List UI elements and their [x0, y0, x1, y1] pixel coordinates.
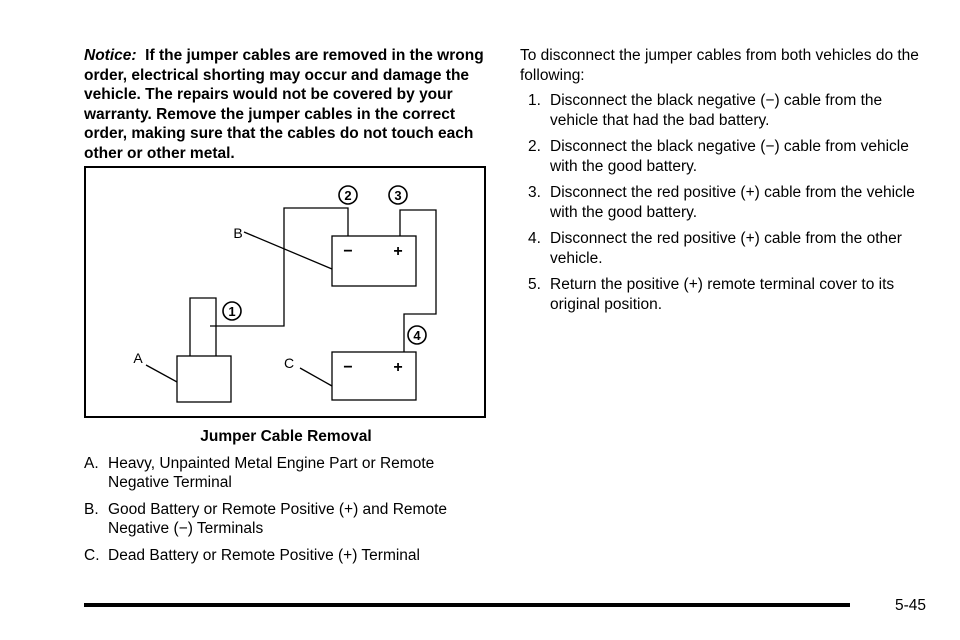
legend-item [84, 500, 488, 538]
step-text: Disconnect the red positive (+) cable from the other vehicle. [550, 230, 902, 267]
legend-key: C. [84, 547, 100, 564]
label-b: B [233, 225, 243, 241]
step-number: 3. [528, 184, 541, 201]
step-item [520, 183, 930, 222]
label-c: C [283, 355, 295, 371]
diagram-svg [86, 168, 484, 416]
legend-item [84, 454, 488, 492]
leader-a [146, 365, 177, 382]
callout-3: 3 [394, 188, 402, 203]
notice-body: If the jumper cables are removed in the wrong order, electrical shorting may occur and damage the vehicle. The repairs would not be covered by your warranty. Remove the jumper cables in the correct order, making sure that the cables do not touch each other or other metal. [84, 47, 484, 162]
figure-caption: Jumper Cable Removal [200, 428, 372, 445]
leader-b [244, 232, 332, 269]
instructions-intro: To disconnect the jumper cables from both vehicles do the following: [520, 47, 919, 84]
step-number: 1. [528, 92, 541, 109]
step-item [520, 137, 930, 176]
legend-text: Good Battery or Remote Positive (+) and Remote Negative (−) Terminals [108, 501, 448, 537]
callout-4: 4 [413, 328, 421, 343]
legend-key: A. [84, 455, 99, 472]
step-number: 2. [528, 138, 541, 155]
step-text: Return the positive (+) remote terminal cover to its original position. [550, 276, 895, 313]
callout-2: 2 [344, 188, 352, 203]
instructions-steps [520, 91, 930, 314]
step-item [520, 91, 930, 130]
engine-part [177, 356, 231, 402]
notice-block [84, 46, 488, 163]
step-text: Disconnect the red positive (+) cable from the vehicle with the good battery. [550, 184, 915, 221]
legend-key: B. [84, 501, 99, 518]
step-text: Disconnect the black negative (−) cable from vehicle with the good battery. [550, 138, 909, 175]
step-item [520, 275, 930, 314]
notice-paragraph [84, 46, 488, 163]
step-item [520, 229, 930, 268]
legend-text: Heavy, Unpainted Metal Engine Part or Remote Negative Terminal [108, 455, 435, 491]
dead-battery-minus: − [343, 359, 353, 376]
leader-c [300, 368, 332, 386]
step-number: 5. [528, 276, 541, 293]
legend-text: Dead Battery or Remote Positive (+) Terminal [108, 547, 420, 564]
good-battery-plus: + [393, 243, 403, 260]
page-number: 5-45 [894, 597, 926, 614]
jumper-cable-diagram [84, 166, 486, 418]
instructions-block [520, 46, 930, 321]
step-text: Disconnect the black negative (−) cable from the vehicle that had the bad battery. [550, 92, 883, 129]
engine-bracket [190, 298, 216, 356]
good-battery-minus: − [343, 243, 353, 260]
figure-legend [84, 454, 488, 573]
legend-item [84, 546, 488, 565]
step-number: 4. [528, 230, 541, 247]
label-a: A [133, 350, 143, 366]
notice-lead: Notice: [84, 47, 137, 64]
footer-rule [84, 603, 850, 607]
callout-1: 1 [228, 304, 236, 319]
dead-battery-plus: + [393, 359, 403, 376]
